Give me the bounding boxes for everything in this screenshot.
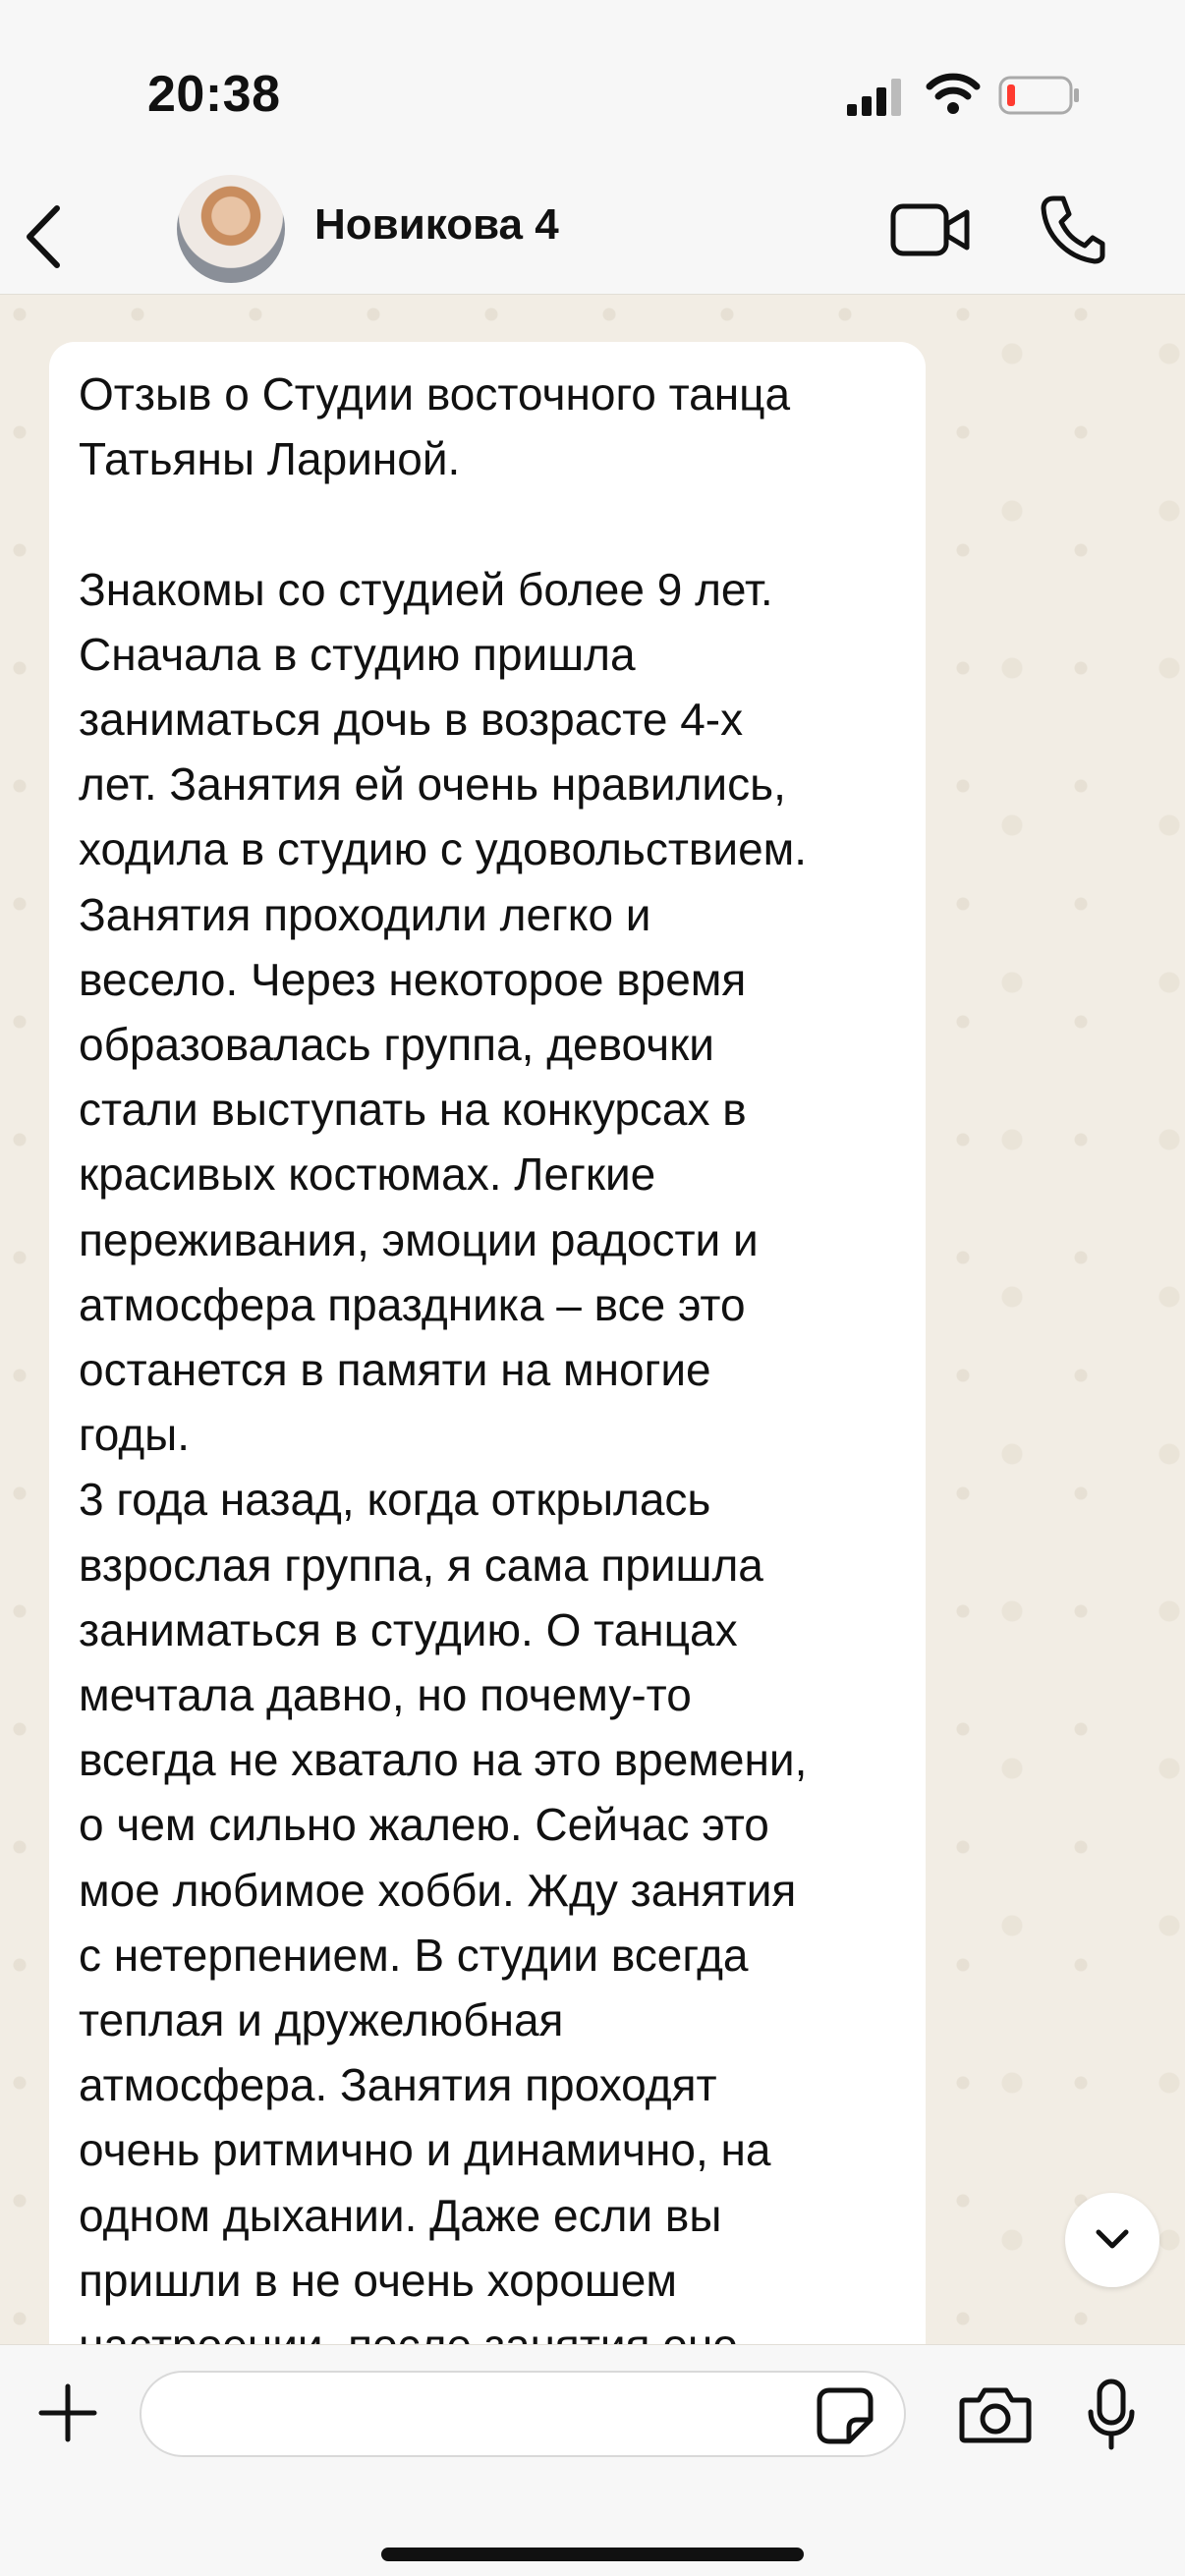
message-bubble[interactable] bbox=[49, 342, 926, 2503]
scroll-down-button[interactable] bbox=[1065, 2193, 1159, 2287]
phone-call-icon[interactable] bbox=[1040, 195, 1104, 263]
sticker-icon[interactable] bbox=[816, 2386, 875, 2445]
plus-icon[interactable] bbox=[37, 2382, 98, 2443]
wifi-icon bbox=[926, 71, 981, 114]
message-text: Отзыв о Студии восточного танца Татьяны Лариной. Знакомы со студией более 9 лет. Сначала в студию пришла заниматься дочь в возрасте 4-х лет. Занятия ей очень нравились, ходила в студию с удовольствием. Занятия проходили легко и весело. Через некоторое время образовалась группа, девочки стали выступать на конкурсах в красивых костюмах. Легкие переживания, эмоции радости и атмосфера праздника – все это останется в памяти на многие годы. 3 года назад, когда открылась взрослая группа, я сама пришла заниматься в студию. О танцах мечтала давно, но почему-то всегда не хватало на это времени, о чем сильно жалею. Сейчас это мое любимое хобби. Жду занятия с нетерпением. В студии всегда теплая и дружелюбная атмосфера. Занятия проходят очень ритмично и динамично, на одном дыхании. Даже если вы пришли в не очень хорошем bbox=[79, 368, 808, 2306]
message-input[interactable] bbox=[140, 2371, 906, 2457]
chat-area[interactable] bbox=[0, 295, 1185, 2344]
chat-header bbox=[0, 157, 1185, 295]
status-time: 20:38 bbox=[147, 66, 281, 123]
video-call-icon[interactable] bbox=[890, 200, 971, 259]
microphone-icon[interactable] bbox=[1087, 2379, 1136, 2451]
signal-icon bbox=[847, 79, 902, 116]
input-bar bbox=[0, 2344, 1185, 2576]
battery-low-icon bbox=[998, 75, 1081, 116]
back-icon[interactable] bbox=[22, 202, 69, 271]
avatar[interactable] bbox=[177, 175, 285, 283]
camera-icon[interactable] bbox=[959, 2384, 1032, 2445]
contact-name[interactable]: Новикова 4 bbox=[314, 200, 559, 249]
chevron-down-icon bbox=[1093, 2224, 1132, 2256]
home-indicator bbox=[381, 2548, 804, 2561]
